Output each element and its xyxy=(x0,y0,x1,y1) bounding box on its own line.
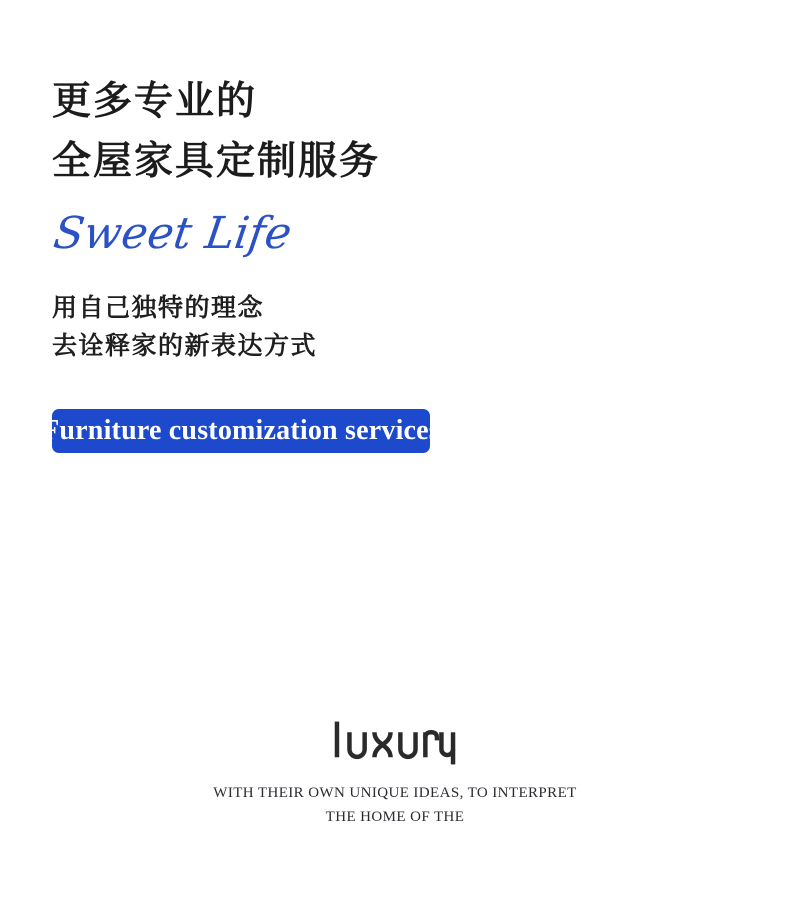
footer-tagline-line2: THE HOME OF THE xyxy=(325,809,465,825)
luxury-logo xyxy=(329,718,461,768)
script-tagline: Sweet Life xyxy=(50,208,295,259)
furniture-customization-button[interactable] xyxy=(42,409,440,453)
intro-text xyxy=(52,290,317,366)
page-title xyxy=(52,72,380,192)
heading-line1: 更多专业的 xyxy=(52,80,258,123)
heading-line2: 全屋家具定制服务 xyxy=(52,140,381,183)
footer xyxy=(0,718,790,829)
footer-tagline-line1: WITH THEIR OWN UNIQUE IDEAS, TO INTERPRET xyxy=(213,785,577,801)
furniture-customization-button-label: Furniture customization services xyxy=(42,415,440,446)
intro-line1: 用自己独特的理念 xyxy=(52,295,265,322)
intro-line2: 去诠释家的新表达方式 xyxy=(52,333,318,360)
